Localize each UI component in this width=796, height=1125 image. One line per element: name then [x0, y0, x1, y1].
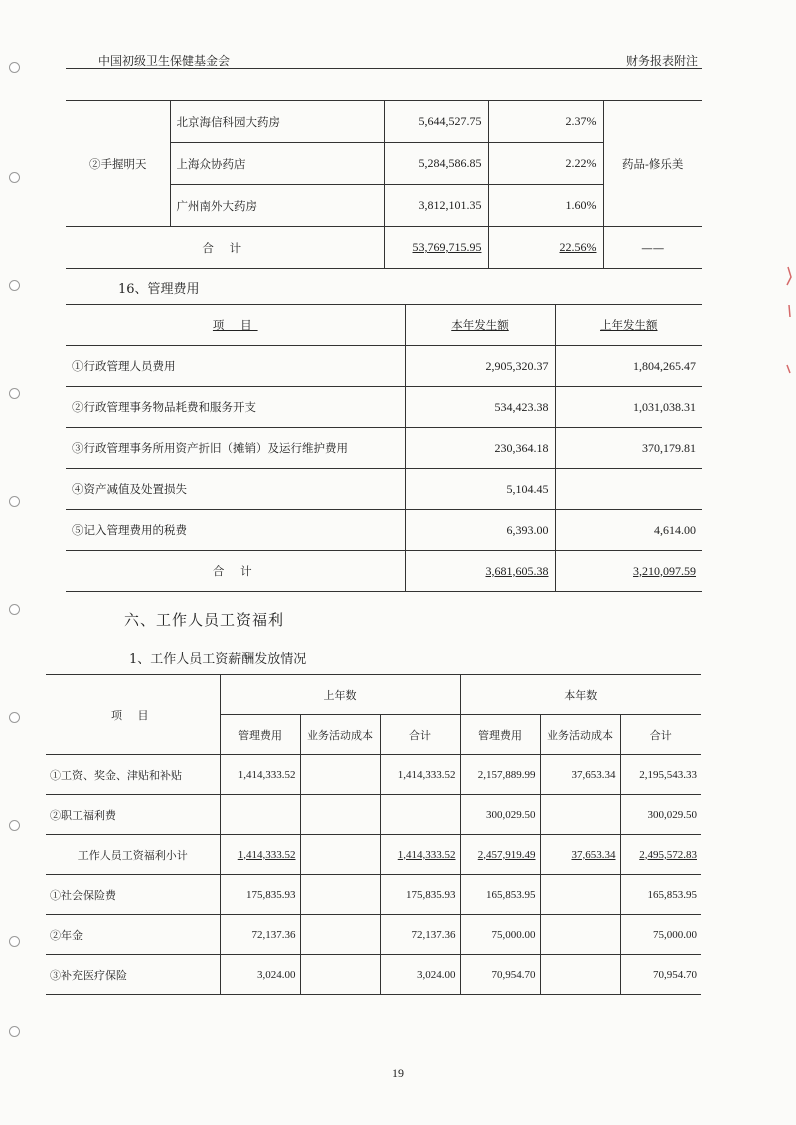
- table-row: [66, 510, 702, 551]
- current-total: 70,954.70: [620, 955, 701, 995]
- current-mgmt: 165,853.95: [460, 875, 540, 915]
- total-current: 3,681,605.38: [485, 563, 549, 578]
- admin-expenses-table: [66, 304, 702, 592]
- prior-total: 1,414,333.52: [397, 848, 456, 861]
- current-biz: [540, 795, 620, 835]
- current-total: 75,000.00: [620, 915, 701, 955]
- section-title-admin-expenses: 16、管理费用: [118, 282, 200, 297]
- total-label: 合 计: [66, 227, 384, 269]
- binder-hole: [9, 62, 20, 73]
- prior-total: 72,137.36: [380, 915, 460, 955]
- prior-mgmt: 72,137.36: [220, 915, 300, 955]
- expense-prior: 1,804,265.47: [555, 346, 702, 387]
- prior-total: 1,414,333.52: [380, 755, 460, 795]
- prior-biz: [300, 875, 380, 915]
- current-total: 165,853.95: [620, 875, 701, 915]
- col-header-prior-year: 上年数: [220, 675, 460, 715]
- current-mgmt: 2,457,919.49: [477, 848, 536, 861]
- salary-item: ①工资、奖金、津贴和补贴: [46, 755, 220, 795]
- prior-biz: [300, 915, 380, 955]
- table-row: [66, 346, 702, 387]
- expense-current: 2,905,320.37: [405, 346, 555, 387]
- current-biz: [540, 955, 620, 995]
- prior-mgmt: 3,024.00: [220, 955, 300, 995]
- salary-item: ①社会保险费: [46, 875, 220, 915]
- store-pct: 1.60%: [488, 185, 603, 227]
- current-biz: 37,653.34: [571, 848, 616, 861]
- col-header-current: 本年发生额: [451, 318, 509, 332]
- total-note: ——: [603, 227, 702, 269]
- prior-biz: [300, 955, 380, 995]
- total-label: 合 计: [66, 551, 405, 592]
- sales-ranking-table: [66, 100, 702, 269]
- table-header-row: [46, 675, 701, 715]
- current-total: 2,495,572.83: [639, 848, 697, 861]
- prior-biz: [300, 795, 380, 835]
- expense-prior: 4,614.00: [555, 510, 702, 551]
- prior-biz: [300, 755, 380, 795]
- store-name: 广州南外大药房: [170, 185, 384, 227]
- current-total: 2,195,543.33: [620, 755, 701, 795]
- salary-item: ②职工福利费: [46, 795, 220, 835]
- header-rule: [66, 68, 702, 69]
- group-label: ②手握明天: [66, 101, 170, 227]
- table-row: [46, 755, 701, 795]
- col-header-mgmt: 管理费用: [220, 715, 300, 755]
- binder-hole: [9, 820, 20, 831]
- store-amount: 5,644,527.75: [384, 101, 488, 143]
- binder-hole: [9, 172, 20, 183]
- prior-mgmt: [220, 795, 300, 835]
- prior-biz: [300, 835, 380, 875]
- current-total: 300,029.50: [620, 795, 701, 835]
- salary-item: ②年金: [46, 915, 220, 955]
- table-row: [46, 955, 701, 995]
- current-mgmt: 300,029.50: [460, 795, 540, 835]
- salary-item: 工作人员工资福利小计: [46, 835, 220, 875]
- table-row: [66, 387, 702, 428]
- prior-total: 3,024.00: [380, 955, 460, 995]
- header-section: 财务报表附注: [625, 54, 698, 68]
- expense-current: 5,104.45: [405, 469, 555, 510]
- header-org: 中国初级卫生保健基金会: [98, 54, 231, 68]
- table-row: [66, 469, 702, 510]
- col-header-current-year: 本年数: [460, 675, 701, 715]
- store-amount: 5,284,586.85: [384, 143, 488, 185]
- table-row: [46, 795, 701, 835]
- binder-hole: [9, 496, 20, 507]
- col-header-mgmt: 管理费用: [460, 715, 540, 755]
- prior-total: 175,835.93: [380, 875, 460, 915]
- section-title-staff-welfare: 六、工作人员工资福利: [124, 611, 285, 629]
- current-biz: 37,653.34: [540, 755, 620, 795]
- store-pct: 2.22%: [488, 143, 603, 185]
- expense-item: ①行政管理人员费用: [66, 346, 405, 387]
- subsection-title-salary: 1、工作人员工资薪酬发放情况: [129, 652, 307, 667]
- current-mgmt: 70,954.70: [460, 955, 540, 995]
- current-mgmt: 75,000.00: [460, 915, 540, 955]
- prior-total: [380, 795, 460, 835]
- binder-hole: [9, 1026, 20, 1037]
- expense-item: ④资产减值及处置损失: [66, 469, 405, 510]
- salary-table: [46, 674, 701, 995]
- subtotal-row: [46, 835, 701, 875]
- table-row: [46, 915, 701, 955]
- expense-item: ⑤记入管理费用的税费: [66, 510, 405, 551]
- col-header-biz: 业务活动成本: [300, 715, 380, 755]
- col-header-total: 合计: [380, 715, 460, 755]
- total-row: [66, 227, 702, 269]
- table-row: [66, 428, 702, 469]
- salary-item: ③补充医疗保险: [46, 955, 220, 995]
- store-amount: 3,812,101.35: [384, 185, 488, 227]
- expense-current: 6,393.00: [405, 510, 555, 551]
- table-row: [46, 875, 701, 915]
- expense-item: ②行政管理事务物品耗费和服务开支: [66, 387, 405, 428]
- expense-prior: 1,031,038.31: [555, 387, 702, 428]
- col-header-biz: 业务活动成本: [540, 715, 620, 755]
- product-category: 药品-修乐美: [603, 101, 702, 227]
- binder-hole: [9, 280, 20, 291]
- total-pct: 22.56%: [559, 240, 597, 254]
- expense-current: 230,364.18: [405, 428, 555, 469]
- current-biz: [540, 915, 620, 955]
- prior-mgmt: 1,414,333.52: [237, 848, 296, 861]
- table-header-row: [66, 305, 702, 346]
- binder-hole: [9, 936, 20, 947]
- col-header-item: 项 目: [46, 675, 220, 755]
- store-name: 北京海信科园大药房: [170, 101, 384, 143]
- current-mgmt: 2,157,889.99: [460, 755, 540, 795]
- binder-hole: [9, 604, 20, 615]
- prior-mgmt: 175,835.93: [220, 875, 300, 915]
- expense-item: ③行政管理事务所用资产折旧（摊销）及运行维护费用: [66, 428, 405, 469]
- col-header-item: 项 目: [212, 318, 258, 332]
- store-pct: 2.37%: [488, 101, 603, 143]
- expense-prior: [555, 469, 702, 510]
- page-number: 19: [392, 1066, 404, 1080]
- table-row: [66, 101, 702, 143]
- col-header-prior: 上年发生额: [600, 318, 658, 332]
- total-amount: 53,769,715.95: [412, 240, 482, 254]
- total-row: [66, 551, 702, 592]
- col-header-total: 合计: [620, 715, 701, 755]
- current-biz: [540, 875, 620, 915]
- prior-mgmt: 1,414,333.52: [220, 755, 300, 795]
- total-prior: 3,210,097.59: [633, 563, 696, 578]
- expense-current: 534,423.38: [405, 387, 555, 428]
- stamp-edge-mark: [784, 265, 792, 375]
- binder-hole: [9, 388, 20, 399]
- store-name: 上海众协药店: [170, 143, 384, 185]
- binder-hole: [9, 712, 20, 723]
- expense-prior: 370,179.81: [555, 428, 702, 469]
